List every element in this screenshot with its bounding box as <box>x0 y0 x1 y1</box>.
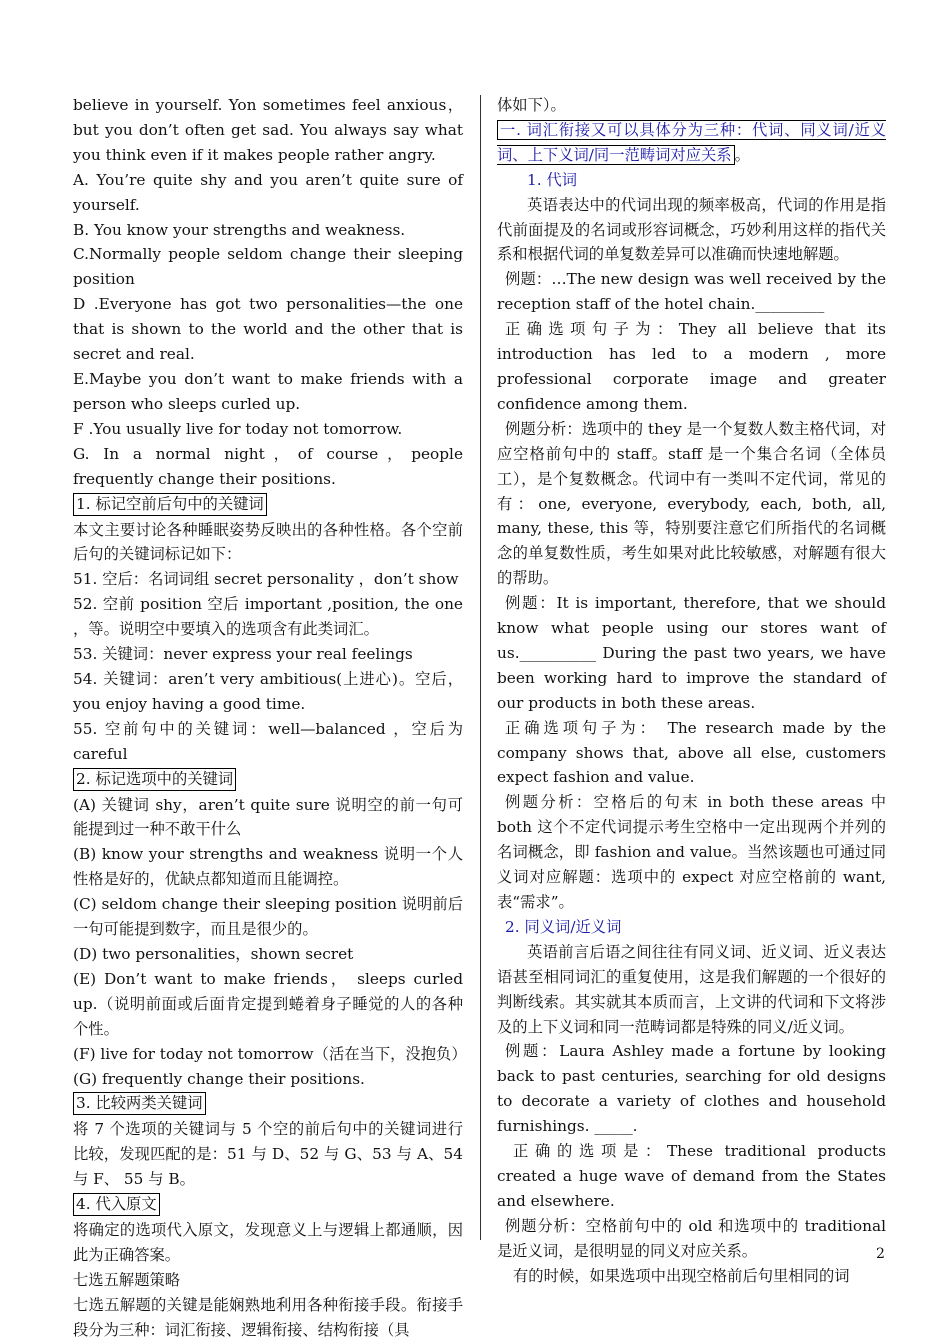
answer-2: 正确选项句子为： The research made by the company shows that, above all else, customers expect fashion and value. <box>497 718 886 787</box>
section-heading: 一. 词汇衔接又可以具体分为三种：代词、同义词/近义词、上下义词/同一范畴词对应关系 <box>497 120 886 164</box>
option-a: A. You’re quite shy and you aren’t quite sure of yourself. <box>73 170 463 214</box>
strategy-title: 七选五解题策略 <box>73 1270 181 1289</box>
analysis-3: 例题分析：空格前句中的 old 和选项中的 traditional 是近义词，是很明显的同义对应关系。 <box>497 1216 886 1260</box>
example-1: 例题：…The new design was well received by the reception staff of the hotel chain._________ <box>497 270 886 314</box>
step3-heading: 3. 比较两类关键词 <box>73 1092 206 1115</box>
step4-heading: 4. 代入原文 <box>73 1193 160 1216</box>
option-f: F .You usually live for today not tomorrow. <box>73 419 403 438</box>
subheading-pronoun: 1. 代词 <box>527 170 578 189</box>
step1-item-55: 55. 空前句中的关键词：well—balanced ，空后为careful <box>73 719 463 763</box>
continued-text: 体如下）。 <box>497 96 566 114</box>
trailing-text: 有的时候，如果选项中出现空格前后句里相同的词 <box>513 1266 850 1285</box>
step2-heading: 2. 标记选项中的关键词 <box>73 768 236 791</box>
step4-text: 将确定的选项代入原文，发现意义上与逻辑上都通顺，因此为正确答案。 <box>73 1221 463 1265</box>
analysis-2: 例题分析：空格后的句末 in both these areas 中 both 这个不定代词提示考生空格中一定出现两个并列的名词概念，即 fashion and value。当然该题也可通过同义词对应解题：选项中的 expect 对应空格前的 want,表“需求”。 <box>497 793 886 911</box>
step2-item-a: (A) 关键词 shy，aren’t quite sure 说明空的前一句可能提到过一种不敢干什么 <box>73 795 463 839</box>
subheading-synonym: 2. 同义词/近义词 <box>505 917 622 936</box>
section-heading-end: 。 <box>734 145 750 164</box>
step2-item-e: (E) Don’t want to make friends， sleeps curled up.（说明前面或后面肯定提到蜷着身子睡觉的人的各种个性。 <box>73 969 463 1038</box>
synonym-intro: 英语前言后语之间往往有同义词、近义词、近义表达语甚至相同词汇的重复使用，这是我们解题的一个很好的判断线索。其实就其本质而言，上文讲的代词和下文将涉及的上下义词和同一范畴词都是特殊的同义/近义词。 <box>497 942 886 1036</box>
page-number: 2 <box>876 1246 885 1262</box>
right-column <box>497 93 886 1289</box>
step1-item-52: 52. 空前 position 空后 important ,position, the one ，等。说明空中要填入的选项含有此类词汇。 <box>73 595 463 639</box>
step1-heading: 1. 标记空前后句中的关键词 <box>73 493 267 516</box>
step2-item-g: (G) frequently change their positions. <box>73 1069 365 1088</box>
step1-item-53: 53. 关键词：never express your real feelings <box>73 645 413 664</box>
left-column <box>73 93 467 1343</box>
step1-item-54: 54. 关键词：aren’t very ambitious(上进心)。空后，you enjoy having a good time. <box>73 669 463 713</box>
option-d: D .Everyone has got two personalities—the one that is shown to the world and the other that is secret and real. <box>73 295 463 364</box>
option-c: C.Normally people seldom change their sleeping position <box>73 245 463 289</box>
option-g: G. In a normal night，of course，people frequently change their positions. <box>73 444 463 488</box>
step2-item-c: (C) seldom change their sleeping position 说明前后一句可能提到数字，而且是很少的。 <box>73 895 463 939</box>
step2-item-f: (F) live for today not tomorrow（活在当下，没抱负） <box>73 1044 467 1063</box>
step1-item-51: 51. 空后：名词词组 secret personality ，don’t show <box>73 570 459 589</box>
column-divider <box>480 95 481 1240</box>
example-2: 例题：It is important, therefore, that we should know what people using our stores want of us.__________ During the past two years, we have been working hard to improve the standard of our products in both these areas. <box>497 594 886 712</box>
step1-intro: 本文主要讨论各种睡眠姿势反映出的各种性格。各个空前后句的关键词标记如下： <box>73 520 463 564</box>
answer-1: 正确选项句子为：They all believe that its introduction has led to a modern , more professional corporate image and greater confidence among them. <box>497 320 886 413</box>
answer-3: 正确的选项是：These traditional products created a huge wave of demand from the States and elsewhere. <box>497 1142 886 1210</box>
strategy-text: 七选五解题的关键是能娴熟地利用各种衔接手段。衔接手段分为三种：词汇衔接、逻辑衔接、结构衔接（具 <box>73 1295 463 1339</box>
pronoun-intro: 英语表达中的代词出现的频率极高，代词的作用是指代前面提及的名词或形容词概念，巧妙利用这样的指代关系和根据代词的单复数差异可以准确而快速地解题。 <box>497 195 886 264</box>
step2-item-d: (D) two personalities，shown secret <box>73 945 354 963</box>
option-e: E.Maybe you don’t want to make friends with a person who sleeps curled up. <box>73 369 463 413</box>
analysis-1: 例题分析：选项中的 they 是一个复数人数主格代词，对应空格前句中的 staff。staff 是一个集合名词（全体员工），是个复数概念。代词中有一类叫不定代词，常见的有：one, everyone, everybody, each, both, all, many, these, this 等，特别要注意它们所指代的名词概念的单复数性质，考生如果对此比较敏感，对解题有很大的帮助。 <box>497 419 886 588</box>
passage-text: believe in yourself. Yon sometimes feel anxious，but you don’t often get sad. You always say what you think even if it makes people rather angry. <box>73 96 463 164</box>
option-b: B. You know your strengths and weakness. <box>73 220 406 239</box>
step2-item-b: (B) know your strengths and weakness 说明一个人性格是好的，优缺点都知道而且能调控。 <box>73 845 463 889</box>
section-heading-wrap <box>497 118 886 168</box>
step3-text: 将 7 个选项的关键词与 5 个空的前后句中的关键词进行比较，发现匹配的是：51 与 D、52 与 G、53 与 A、54 与 F、 55 与 B。 <box>73 1120 463 1189</box>
example-3: 例题：Laura Ashley made a fortune by looking back to past centuries, searching for old designs to decorate a variety of clothes and household furnishings. _____. <box>497 1042 886 1136</box>
